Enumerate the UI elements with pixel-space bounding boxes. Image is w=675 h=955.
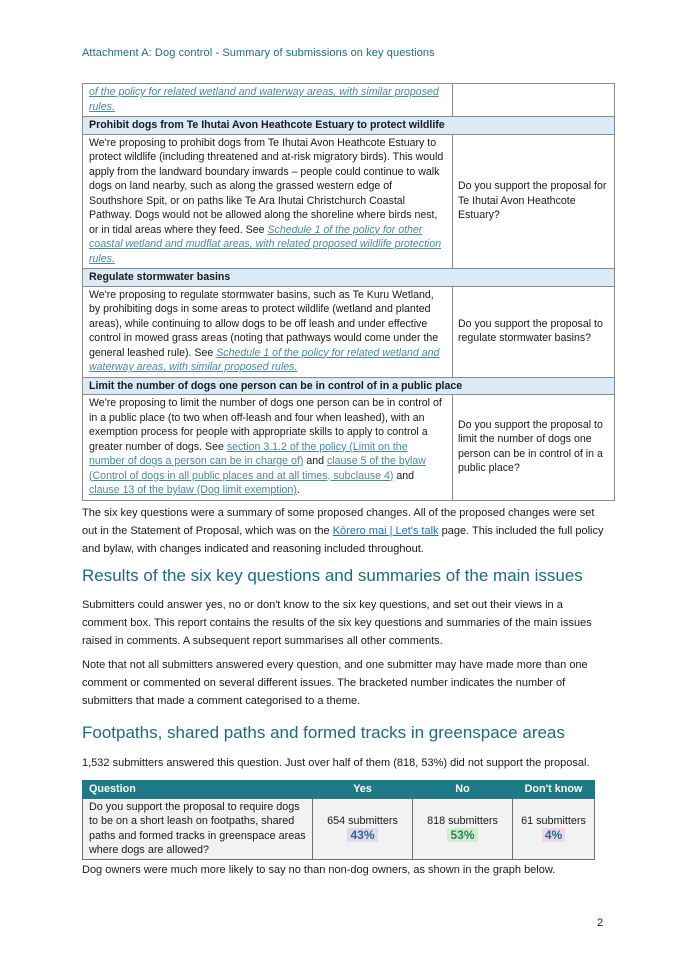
proposal-text: We're proposing to prohibit dogs from Te Ihutai Avon Heathcote Estuary to protect wildlife (including threatened and at-risk migratory birds). This would apply from the landward boundary inwards – people could continue to walk dogs on land nearby, such as along the grassed western edge of Southshore Spit, or on paths like Te Ara Ihutai Christchurch Coastal Pathway. Dogs would not be allowed along the shoreline where birds nest, or in tidal areas where they feed. See	[89, 136, 444, 236]
section-title: Regulate stormwater basins	[83, 269, 615, 287]
policy-section-link[interactable]: section 3.1.2 of the policy (Limit on the number of dogs a person can be in charge of)	[89, 440, 408, 467]
intro-text: The six key questions were a summary of some proposed changes. All of the proposed changes were set out in the Statement of Proposal, which was on the	[82, 507, 595, 537]
bylaw-clause-13-link[interactable]: clause 13 of the bylaw (Dog limit exemption)	[89, 484, 297, 496]
question-cell: Do you support the proposal to regulate stormwater basins?	[453, 286, 615, 377]
dont-know-percentage: 4%	[542, 828, 565, 842]
table-row	[83, 286, 615, 377]
table-row	[83, 84, 615, 117]
question-column-header: Question	[83, 781, 313, 799]
connector-text: and	[396, 469, 415, 482]
results-table	[82, 780, 595, 860]
results-paragraph-1: Submitters could answer yes, no or don't know to the six key questions, and set out their views in a comment box. This report contains the results of the six key questions and summaries of the main issues raised in comments. A subsequent report summarises all other comments.	[82, 599, 592, 647]
section-title: Limit the number of dogs one person can be in control of in a public place	[83, 377, 615, 395]
proposal-text-cell	[83, 286, 453, 377]
no-cell	[413, 798, 513, 859]
page-header: Attachment A: Dog control - Summary of submissions on key questions	[82, 47, 435, 59]
proposal-text: We're proposing to regulate stormwater basins, such as Te Kuru Wetland, by prohibiting dogs in some areas to protect wildlife (wetland and planted areas), while continuing to allow dogs to be off leash and under effective control in mowed grass areas (noting that pathways would come under the general leashed rule). See	[89, 288, 439, 359]
results-heading: Results of the six key questions and summaries of the main issues	[82, 566, 583, 585]
proposal-text-cell	[83, 395, 453, 501]
graph-intro-paragraph: Dog owners were much more likely to say no than non-dog owners, as shown in the graph below.	[82, 864, 556, 876]
intro-text-end: page. This included the full policy and bylaw, with changes indicated and reasoning included throughout.	[82, 525, 604, 555]
sentence-end: .	[296, 484, 300, 496]
yes-count: 654 submitters	[327, 814, 398, 827]
question-cell	[453, 84, 615, 117]
section-header-row	[83, 269, 615, 287]
proposal-text-cell	[83, 134, 453, 269]
question-cell: Do you support the proposal for Te Ihutai Avon Heathcote Estuary?	[453, 134, 615, 269]
dont-know-cell	[513, 798, 595, 859]
table-row	[83, 395, 615, 501]
no-percentage: 53%	[447, 828, 477, 842]
section-header-row	[83, 377, 615, 395]
footpaths-paragraph: 1,532 submitters answered this question. Just over half of them (818, 53%) did not support the proposal.	[82, 757, 590, 769]
results-header-row	[83, 781, 595, 799]
section-title: Prohibit dogs from Te Ihutai Avon Heathcote Estuary to protect wildlife	[83, 117, 615, 135]
yes-column-header: Yes	[313, 781, 413, 799]
table-row	[83, 798, 595, 859]
no-column-header: No	[413, 781, 513, 799]
intro-paragraph	[82, 504, 606, 558]
policy-link[interactable]: of the policy for related wetland and waterway areas, with similar proposed rules.	[89, 86, 439, 113]
table-row	[83, 134, 615, 269]
question-cell: Do you support the proposal to require dogs to be on a short leash on footpaths, shared paths and formed tracks in greenspace areas where dogs are allowed?	[83, 798, 313, 859]
korero-mai-link[interactable]: Kōrero mai | Let's talk	[332, 525, 439, 537]
schedule-link[interactable]: Schedule 1 of the policy for related wetland and waterway areas, with similar proposed rules.	[89, 346, 440, 373]
yes-cell	[313, 798, 413, 859]
question-cell: Do you support the proposal to limit the number of dogs one person can be in control of in a public place?	[453, 395, 615, 501]
proposals-table	[82, 83, 615, 501]
dont-know-column-header: Don't know	[513, 781, 595, 799]
footpaths-heading: Footpaths, shared paths and formed tracks in greenspace areas	[82, 723, 565, 742]
connector-text: and	[306, 455, 325, 467]
section-header-row	[83, 117, 615, 135]
dont-know-count: 61 submitters	[521, 814, 586, 827]
page-number: 2	[597, 917, 604, 929]
no-count: 818 submitters	[427, 814, 498, 827]
yes-percentage: 43%	[347, 828, 377, 842]
schedule-link[interactable]: Schedule 1 of the policy for other coastal wetland and mudflat areas, with related proposed wildlife protection rules.	[89, 223, 442, 265]
proposal-text-cell	[83, 84, 453, 117]
proposal-text: We're proposing to limit the number of dogs one person can be in control of in a public place (to two when off-leash and four when leashed), with an exemption process for people with appropriate skills to apply to control a greater number of dogs. See	[89, 397, 442, 453]
bylaw-clause-5-link[interactable]: clause 5 of the bylaw (Control of dogs in all public places and at all times, subclause 4)	[89, 455, 426, 482]
results-paragraph-2: Note that not all submitters answered every question, and one submitter may have made more than one comment or commented on several different issues. The bracketed number indicates the number of submitters that made a comment categorised to a theme.	[82, 659, 588, 707]
